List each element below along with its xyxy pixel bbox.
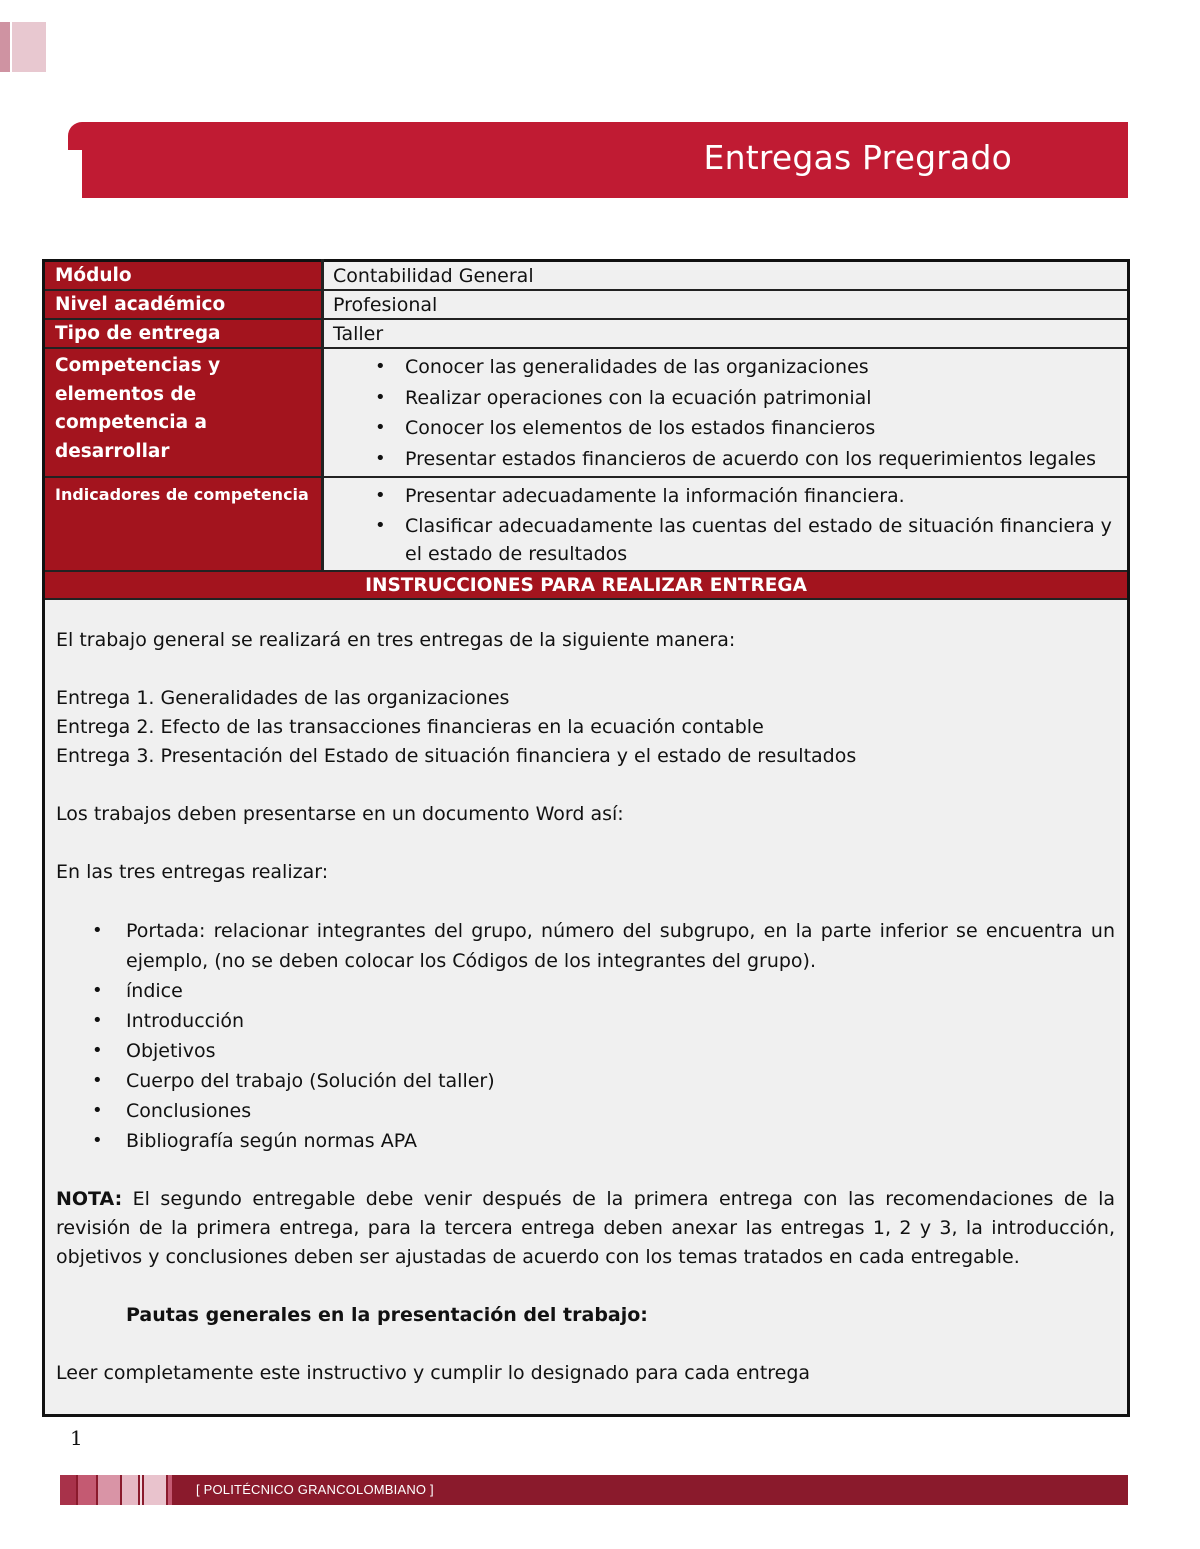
list-item: • Conocer los elementos de los estados financieros — [405, 413, 1119, 444]
list-item: • Conclusiones — [126, 1096, 1115, 1126]
pautas-heading: Pautas generales en la presentación del trabajo: — [126, 1303, 648, 1326]
list-item: • Presentar estados financieros de acuerdo con los requerimientos legales — [405, 444, 1119, 475]
intro-text: El trabajo general se realizará en tres entregas de la siguiente manera: — [56, 628, 736, 651]
table-row — [44, 477, 1129, 571]
word-doc-text: Los trabajos deben presentarse en un documento Word así: — [56, 802, 624, 825]
nota-label: NOTA: — [56, 1187, 123, 1210]
corner-decoration — [0, 22, 46, 72]
tipo-value: Taller — [323, 319, 1129, 348]
list-item: • Bibliografía según normas APA — [126, 1126, 1115, 1156]
instructions-body-row — [44, 599, 1129, 1416]
modulo-value: Contabilidad General — [323, 261, 1129, 291]
nivel-value: Profesional — [323, 290, 1129, 319]
page-number: 1 — [70, 1426, 83, 1450]
delivery-info-table — [42, 259, 1130, 1417]
requirements-list — [56, 916, 1115, 1156]
list-item: • Presentar adecuadamente la información financiera. — [405, 481, 1119, 512]
list-item: • Portada: relacionar integrantes del grupo, número del subgrupo, en la parte inferior se encuentra un ejemplo, (no se deben colocar los Códigos de los integrantes del grupo). — [126, 916, 1115, 976]
table-row — [44, 319, 1129, 348]
page-title: Entregas Pregrado — [703, 138, 1012, 177]
footer-bar — [60, 1475, 1128, 1505]
instructions-body — [44, 599, 1129, 1416]
nota-paragraph — [56, 1185, 1115, 1272]
indicadores-label: Indicadores de competencia — [44, 477, 323, 571]
leer-text: Leer completamente este instructivo y cumplir lo designado para cada entrega — [56, 1361, 811, 1384]
table-row — [44, 290, 1129, 319]
list-item: • Introducción — [126, 1006, 1115, 1036]
list-item: • Cuerpo del trabajo (Solución del taller) — [126, 1066, 1115, 1096]
tipo-label: Tipo de entrega — [44, 319, 323, 348]
list-item: • índice — [126, 976, 1115, 1006]
institution-name: [ POLITÉCNICO GRANCOLOMBIANO ] — [196, 1482, 434, 1497]
instructions-heading-row — [44, 571, 1129, 599]
nivel-label: Nivel académico — [44, 290, 323, 319]
nota-text: El segundo entregable debe venir después de la primera entrega con las recomendaciones de la revisión de la primera entrega, para la tercera entrega deben anexar las entregas 1, 2 y 3, la introducción, objetivos y conclusiones deben ser ajustadas de acuerdo con los temas tratados en cada entregable. — [56, 1187, 1115, 1268]
header-banner — [82, 122, 1128, 198]
instructions-heading: INSTRUCCIONES PARA REALIZAR ENTREGA — [44, 571, 1129, 599]
indicadores-value — [323, 477, 1129, 571]
list-item: • Realizar operaciones con la ecuación patrimonial — [405, 383, 1119, 414]
competencias-value — [323, 348, 1129, 477]
competencias-label: Competencias y elementos de competencia a desarrollar — [44, 348, 323, 477]
entrega-line: Entrega 3. Presentación del Estado de situación financiera y el estado de resultados — [56, 744, 857, 767]
entrega-line: Entrega 1. Generalidades de las organizaciones — [56, 686, 510, 709]
tres-entregas-text: En las tres entregas realizar: — [56, 860, 329, 883]
entrega-line: Entrega 2. Efecto de las transacciones financieras en la ecuación contable — [56, 715, 764, 738]
list-item: • Clasificar adecuadamente las cuentas del estado de situación financiera y el estado de resultados — [405, 512, 1119, 568]
table-row — [44, 261, 1129, 291]
modulo-label: Módulo — [44, 261, 323, 291]
table-row — [44, 348, 1129, 477]
list-item: • Objetivos — [126, 1036, 1115, 1066]
list-item: • Conocer las generalidades de las organizaciones — [405, 352, 1119, 383]
